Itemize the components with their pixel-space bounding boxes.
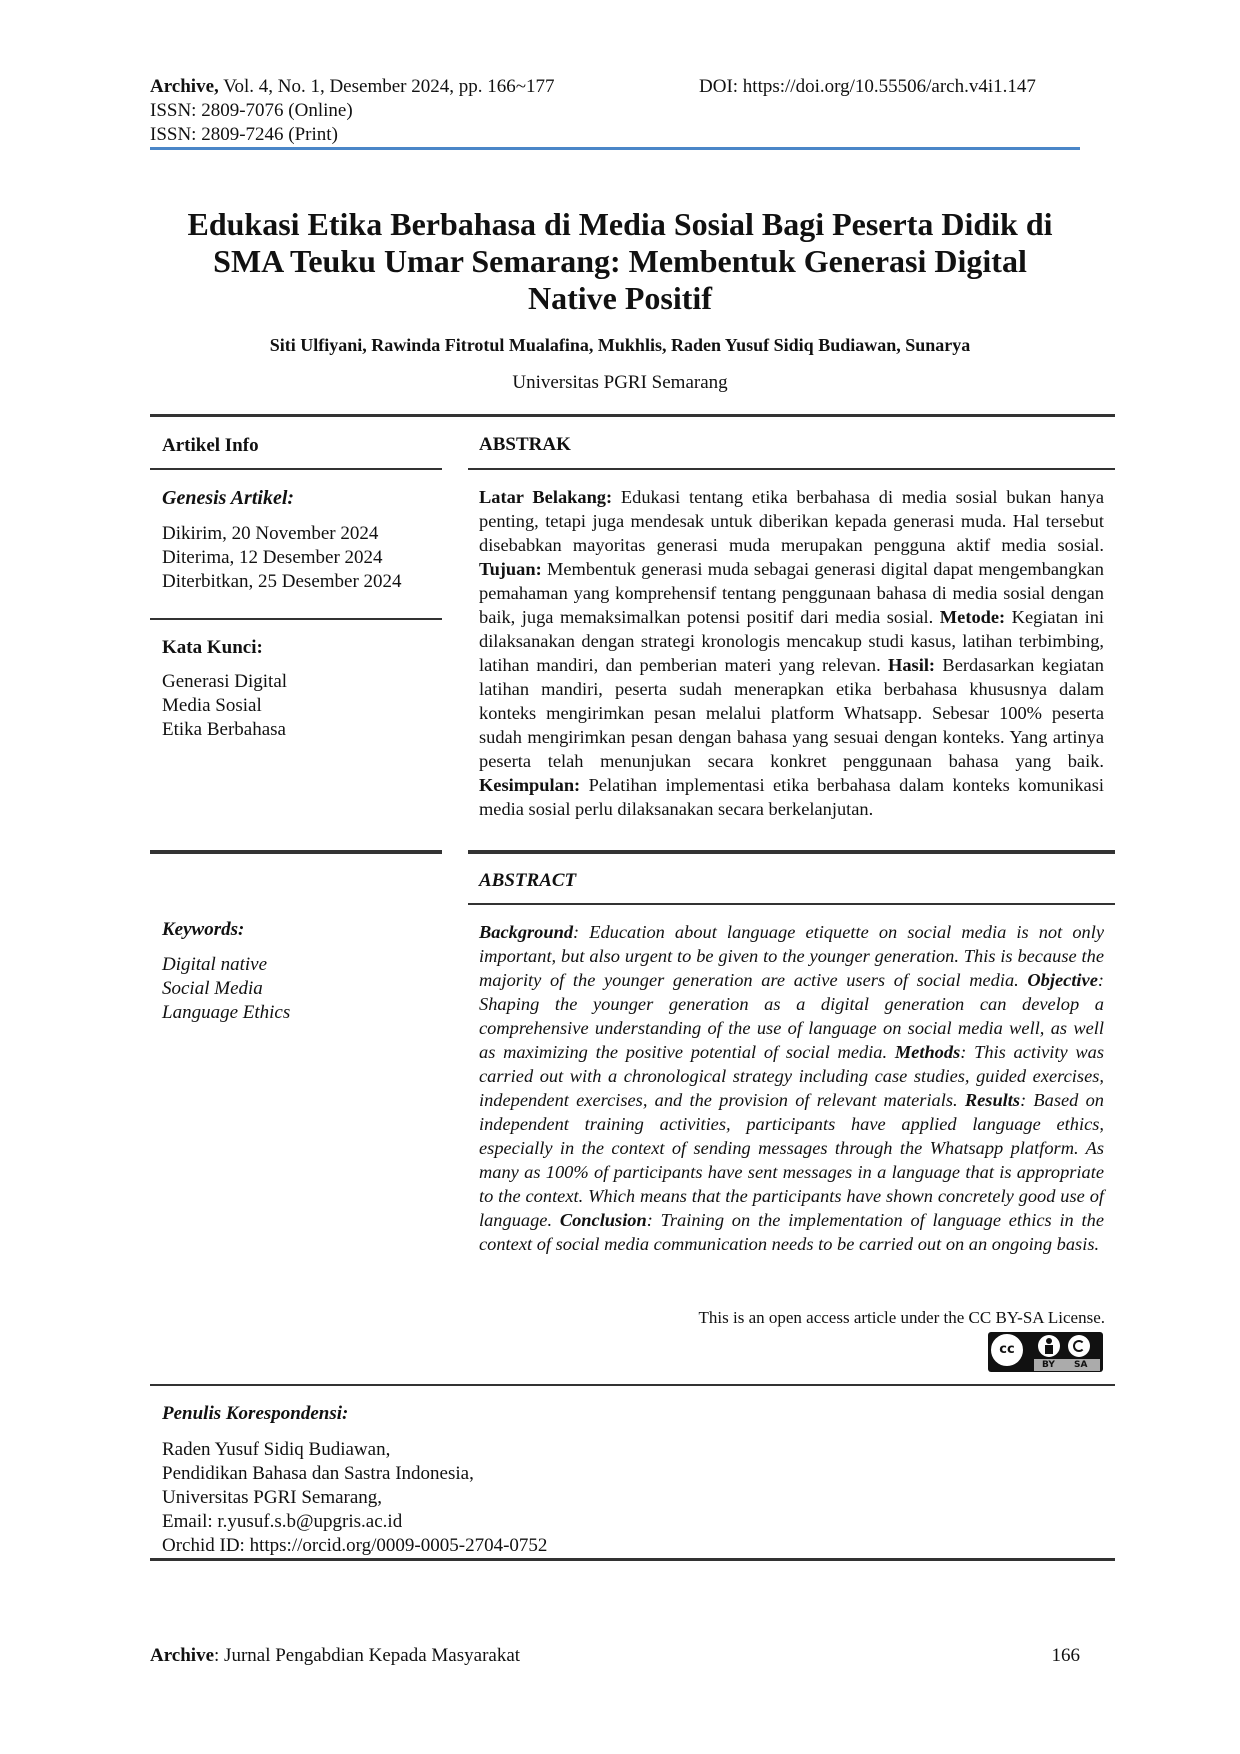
volume-info: Vol. 4, No. 1, Desember 2024, pp. 166~177	[218, 76, 555, 97]
footer-journal: Archive: Jurnal Pengabdian Kepada Masyarakat	[150, 1645, 521, 1666]
abstract-label: Background	[479, 922, 574, 942]
abstrak-label: Latar Belakang:	[479, 487, 613, 507]
section-rule-top	[150, 414, 1115, 417]
cc-by-sa-badge[interactable]	[988, 1332, 1103, 1372]
abstract-label: Objective	[1027, 970, 1098, 990]
abstrak-heading: ABSTRAK	[479, 434, 571, 455]
kata-kunci-item: Etika Berbahasa	[162, 719, 286, 740]
kata-kunci-item: Generasi Digital	[162, 671, 288, 692]
license-text: This is an open access article under the CC BY-SA License.	[698, 1308, 1105, 1327]
issn-online: ISSN: 2809-7076 (Online)	[150, 100, 353, 121]
abstrak-label: Hasil:	[888, 655, 936, 675]
keyword-item: Social Media	[162, 978, 263, 999]
title-line-3: Native Positif	[528, 280, 712, 316]
abstrak-label: Metode:	[939, 607, 1006, 627]
correspondence-orchid[interactable]: Orchid ID: https://orcid.org/0009-0005-2704-0752	[162, 1535, 548, 1556]
article-title	[150, 206, 1090, 317]
kata-kunci-item: Media Sosial	[162, 695, 262, 716]
cc-icon: cc	[991, 1334, 1023, 1366]
right-rule-1	[468, 468, 1115, 470]
abstract-label: Results	[964, 1090, 1021, 1110]
correspondence-heading: Penulis Korespondensi:	[162, 1403, 349, 1424]
abstract-label: Conclusion	[559, 1210, 647, 1230]
authors: Siti Ulfiyani, Rawinda Fitrotul Mualafina, Mukhlis, Raden Yusuf Sidiq Budiawan, Sunarya	[269, 335, 971, 355]
keyword-item: Digital native	[162, 954, 268, 975]
article-info-heading: Artikel Info	[162, 435, 259, 456]
page-number: 166	[1051, 1645, 1080, 1666]
right-rule-3	[468, 903, 1115, 905]
date-submitted: Dikirim, 20 November 2024	[162, 523, 379, 544]
keywords-heading: Keywords:	[162, 919, 245, 940]
right-rule-2	[468, 850, 1115, 854]
correspondence-univ: Universitas PGRI Semarang,	[162, 1487, 383, 1508]
footer-journal-name: Archive	[150, 1645, 215, 1666]
abstrak-label: Tujuan:	[479, 559, 542, 579]
date-published: Diterbitkan, 25 Desember 2024	[162, 571, 402, 592]
title-line-1: Edukasi Etika Berbahasa di Media Sosial Bagi Peserta Didik di	[187, 206, 1053, 242]
journal-name: Archive,	[150, 76, 219, 97]
title-line-2: SMA Teuku Umar Semarang: Membentuk Generasi Digital	[213, 243, 1027, 279]
left-rule-3	[150, 850, 442, 854]
correspondence-email[interactable]: Email: r.yusuf.s.b@upgris.ac.id	[162, 1511, 403, 1532]
abstract-label: Methods	[894, 1042, 961, 1062]
keyword-item: Language Ethics	[162, 1002, 291, 1023]
by-sa-label: BY SA	[1034, 1359, 1100, 1371]
abstrak-body: Latar Belakang: Edukasi tentang etika berbahasa di media sosial bukan hanya penting, tetapi juga mendesak untuk diberikan kepada generasi muda. Hal tersebut disebabkan mayoritas generasi muda merupakan pengguna aktif media sosial. Tujuan: Membentuk generasi muda sebagai generasi digital dapat mengembangkan pemahaman yang komprehensif tentang penggunaan bahasa di media sosial dengan baik, juga memaksimalkan potensi positif dari media sosial. Metode: Kegiatan ini dilaksanakan dengan strategi kronologis mencakup studi kasus, latihan terbimbing, latihan mandiri, dan pemberian materi yang relevan. Hasil: Berdasarkan kegiatan latihan mandiri, peserta sudah menerapkan etika berbahasa khususnya dalam konteks mengirimkan pesan melalui platform Whatsapp. Sebesar 100% peserta sudah mengirimkan pesan dengan bahasa yang sesuai dengan konteks. Yang artinya peserta telah menunjukan secara konkret penggunaan bahasa yang baik. Kesimpulan: Pelatihan implementasi etika berbahasa dalam konteks komunikasi media sosial perlu dilaksanakan secara berkelanjutan.	[479, 487, 1105, 819]
affiliation: Universitas PGRI Semarang	[512, 372, 728, 393]
share-alike-icon	[1068, 1335, 1090, 1357]
date-accepted: Diterima, 12 Desember 2024	[162, 547, 383, 568]
correspondence-dept: Pendidikan Bahasa dan Sastra Indonesia,	[162, 1463, 474, 1484]
abstrak-label: Kesimpulan:	[479, 775, 581, 795]
genesis-heading: Genesis Artikel:	[162, 487, 295, 509]
abstract-heading: ABSTRACT	[479, 870, 577, 891]
correspondence-rule-bottom	[150, 1558, 1115, 1561]
journal-citation	[150, 75, 555, 99]
header-accent-rule	[150, 147, 1080, 150]
kata-kunci-heading: Kata Kunci:	[162, 637, 263, 658]
left-rule-2	[150, 618, 442, 620]
abstract-body: Background: Education about language etiquette on social media is not only important, but also urgent to be given to the younger generation. This is because the majority of the younger generation are active users of social media. Objective: Shaping the younger generation as a digital generation can develop a comprehensive understanding of the use of language on social media well, as well as maximizing the positive potential of social media. Methods: This activity was carried out with a chronological strategy including case studies, guided exercises, independent exercises, and the provision of relevant materials. Results: Based on independent training activities, participants have applied language ethics, especially in the context of sending messages through the Whatsapp platform. As many as 100% of participants have sent messages in a language that is appropriate to the context. Which means that the participants have shown concretely good use of language. Conclusion: Training on the implementation of language ethics in the context of social media communication needs to be carried out on an ongoing basis.	[479, 922, 1105, 1254]
doi-link[interactable]: DOI: https://doi.org/10.55506/arch.v4i1.147	[699, 76, 1036, 97]
by-person-icon	[1038, 1335, 1060, 1357]
left-rule-1	[150, 468, 442, 470]
correspondence-rule-top	[150, 1384, 1115, 1386]
issn-print: ISSN: 2809-7246 (Print)	[150, 124, 338, 145]
correspondence-name: Raden Yusuf Sidiq Budiawan,	[162, 1439, 391, 1460]
